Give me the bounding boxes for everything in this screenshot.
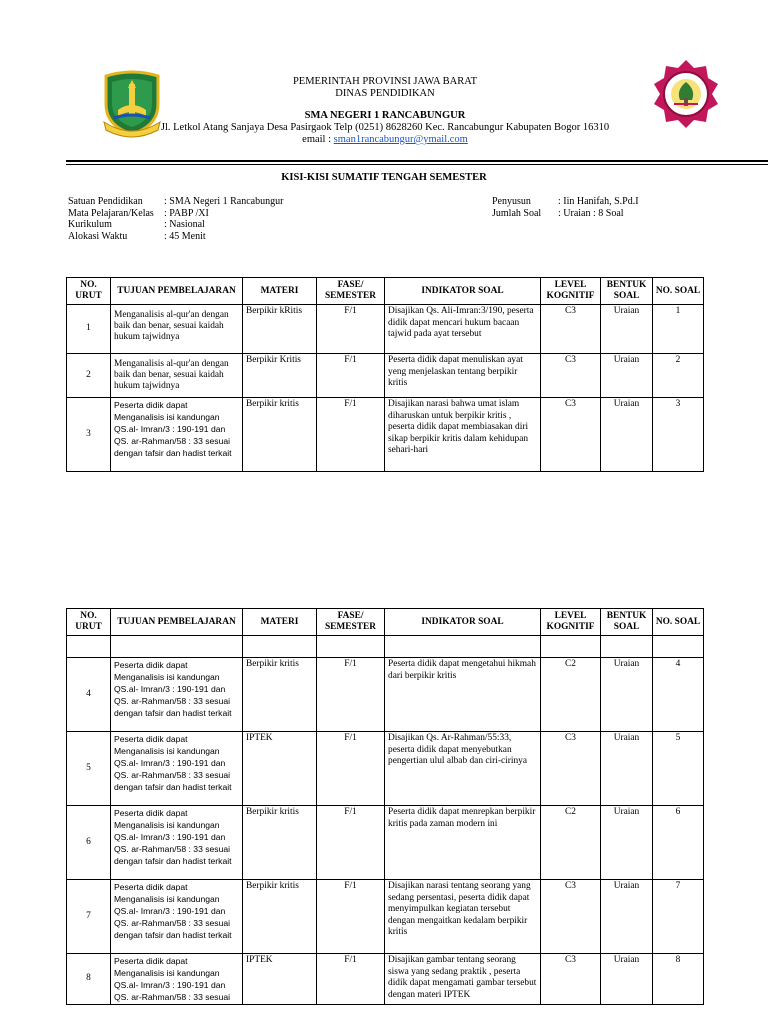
empty-cell bbox=[541, 636, 601, 658]
col-header-indikator: INDIKATOR SOAL bbox=[385, 278, 541, 305]
empty-cell bbox=[243, 636, 317, 658]
email-label: email : bbox=[302, 134, 334, 145]
cell-bentuk: Uraian bbox=[601, 732, 653, 806]
cell-no-soal: 8 bbox=[653, 954, 704, 1005]
table-row bbox=[67, 398, 704, 472]
empty-cell bbox=[601, 636, 653, 658]
cell-indikator: Peserta didik dapat menrepkan berpikir kritis pada zaman modern ini bbox=[385, 806, 541, 880]
cell-fase: F/1 bbox=[317, 658, 385, 732]
empty-cell bbox=[385, 636, 541, 658]
cell-level: C3 bbox=[541, 880, 601, 954]
col-header-fase: FASE/ SEMESTER bbox=[317, 278, 385, 305]
cell-tujuan: Peserta didik dapat Menganalisis isi kandungan QS.al- Imran/3 : 190-191 dan QS. ar-Rahman/58 : 33 sesuai dengan tafsir dan hadist terkait bbox=[111, 658, 243, 732]
meta-label: Satuan Pendidikan bbox=[68, 196, 143, 207]
cell-level: C3 bbox=[541, 732, 601, 806]
cell-no-urut: 3 bbox=[67, 398, 111, 472]
letterhead-address: Jl. Letkol Atang Sanjaya Desa Pasirgaok Telp (0251) 8628260 Kec. Rancabungur Kabupaten Bogor 16310 bbox=[160, 122, 610, 133]
empty-cell bbox=[653, 636, 704, 658]
table-row bbox=[67, 880, 704, 954]
cell-tujuan: Menganalisis al-qur'an dengan baik dan benar, sesuai kaidah hukum tajwidnya bbox=[111, 354, 243, 398]
cell-bentuk: Uraian bbox=[601, 954, 653, 1005]
meta-label: Kurikulum bbox=[68, 219, 112, 230]
cell-level: C3 bbox=[541, 354, 601, 398]
meta-value: : Iin Hanifah, S.Pd.I bbox=[558, 196, 639, 207]
letterhead-government: PEMERINTAH PROVINSI JAWA BARAT bbox=[292, 76, 478, 87]
empty-cell bbox=[111, 636, 243, 658]
col-header-tujuan: TUJUAN PEMBELAJARAN bbox=[111, 278, 243, 305]
cell-indikator: Peserta didik dapat menuliskan ayat yeng menjelaskan tentang berpikir kritis bbox=[385, 354, 541, 398]
document-title: KISI-KISI SUMATIF TENGAH SEMESTER bbox=[281, 172, 487, 183]
table-row bbox=[67, 806, 704, 880]
cell-no-soal: 2 bbox=[653, 354, 704, 398]
table-row bbox=[67, 658, 704, 732]
cell-tujuan: Peserta didik dapat Menganalisis isi kandungan QS.al- Imran/3 : 190-191 dan QS. ar-Rahman/58 : 33 sesuai dengan tafsir dan hadist terkait bbox=[111, 806, 243, 880]
meta-right bbox=[492, 196, 639, 219]
cell-indikator: Disajikan narasi bahwa umat islam diharuskan untuk berpikir kritis , peserta didik dapat membiasakan diri sikap berpikir kritis dalam kehidupan sehari-hari bbox=[385, 398, 541, 472]
cell-materi: Berpikir kritis bbox=[243, 398, 317, 472]
cell-materi: Berpikir kritis bbox=[243, 880, 317, 954]
cell-bentuk: Uraian bbox=[601, 880, 653, 954]
cell-bentuk: Uraian bbox=[601, 806, 653, 880]
cell-fase: F/1 bbox=[317, 806, 385, 880]
table-row bbox=[67, 305, 704, 354]
cell-indikator: Disajikan Qs. Ali-Imran:3/190, peserta didik dapat mencari hukum bacaan tajwid pada ayat tersebut bbox=[385, 305, 541, 354]
col-header-materi: MATERI bbox=[243, 278, 317, 305]
cell-indikator: Disajikan Qs. Ar-Rahman/55:33, peserta didik dapat menyebutkan pengertian ulul albab dan ciri-cirinya bbox=[385, 732, 541, 806]
cell-fase: F/1 bbox=[317, 732, 385, 806]
empty-cell bbox=[67, 636, 111, 658]
col-header-tujuan: TUJUAN PEMBELAJARAN bbox=[111, 609, 243, 636]
meta-row bbox=[68, 196, 283, 208]
col-header-bentuk: BENTUK SOAL bbox=[601, 278, 653, 305]
cell-no-urut: 1 bbox=[67, 305, 111, 354]
cell-no-soal: 7 bbox=[653, 880, 704, 954]
cell-no-soal: 3 bbox=[653, 398, 704, 472]
col-header-no-urut: NO. URUT bbox=[67, 278, 111, 305]
cell-fase: F/1 bbox=[317, 954, 385, 1005]
table-header-row bbox=[67, 609, 704, 636]
cell-level: C3 bbox=[541, 305, 601, 354]
table-header-row bbox=[67, 278, 704, 305]
col-header-materi: MATERI bbox=[243, 609, 317, 636]
cell-materi: Berpikir kRitis bbox=[243, 305, 317, 354]
cell-tujuan: Peserta didik dapat Menganalisis isi kandungan QS.al- Imran/3 : 190-191 dan QS. ar-Rahman/58 : 33 sesuai dengan tafsir dan hadist terkait bbox=[111, 398, 243, 472]
meta-value: : SMA Negeri 1 Rancabungur bbox=[164, 196, 284, 207]
table-row bbox=[67, 732, 704, 806]
cell-no-urut: 5 bbox=[67, 732, 111, 806]
letterhead-email-line bbox=[150, 134, 620, 146]
email-link[interactable]: sman1rancabungur@ymail.com bbox=[333, 134, 468, 145]
meta-value: : PABP /XI bbox=[164, 207, 209, 219]
col-header-bentuk: BENTUK SOAL bbox=[601, 609, 653, 636]
cell-materi: Berpikir Kritis bbox=[243, 354, 317, 398]
cell-fase: F/1 bbox=[317, 398, 385, 472]
cell-materi: IPTEK bbox=[243, 732, 317, 806]
col-header-no-urut: NO. URUT bbox=[67, 609, 111, 636]
cell-tujuan: Peserta didik dapat Menganalisis isi kandungan QS.al- Imran/3 : 190-191 dan QS. ar-Rahman/58 : 33 sesuai bbox=[111, 954, 243, 1005]
meta-label: Jumlah Soal bbox=[492, 207, 542, 219]
meta-row bbox=[492, 196, 639, 208]
cell-materi: IPTEK bbox=[243, 954, 317, 1005]
meta-row bbox=[68, 219, 283, 231]
cell-fase: F/1 bbox=[317, 354, 385, 398]
cell-no-soal: 1 bbox=[653, 305, 704, 354]
kisi-table-1 bbox=[66, 277, 704, 472]
cell-fase: F/1 bbox=[317, 305, 385, 354]
meta-label: Alokasi Waktu bbox=[68, 230, 128, 242]
meta-label: Penyusun bbox=[492, 196, 531, 207]
col-header-level: LEVEL KOGNITIF bbox=[541, 278, 601, 305]
cell-tujuan: Peserta didik dapat Menganalisis isi kandungan QS.al- Imran/3 : 190-191 dan QS. ar-Rahman/58 : 33 sesuai dengan tafsir dan hadist terkait bbox=[111, 880, 243, 954]
cell-indikator: Peserta didik dapat mengetahui hikmah dari berpikir kritis bbox=[385, 658, 541, 732]
cell-level: C3 bbox=[541, 398, 601, 472]
cell-tujuan: Menganalisis al-qur'an dengan baik dan benar, sesuai kaidah hukum tajwidnya bbox=[111, 305, 243, 354]
cell-indikator: Disajikan narasi tentang seorang yang sedang persentasi, peserta didik dapat menyimpulkan kegiatan tersebut dengan mengaitkan kedalam berpikir kritis bbox=[385, 880, 541, 954]
meta-value: : Nasional bbox=[164, 219, 205, 230]
kisi-table-2 bbox=[66, 608, 704, 1005]
cell-no-urut: 4 bbox=[67, 658, 111, 732]
letterhead-divider-thick bbox=[66, 160, 768, 162]
school-emblem-icon bbox=[652, 58, 720, 130]
cell-no-urut: 2 bbox=[67, 354, 111, 398]
cell-no-urut: 7 bbox=[67, 880, 111, 954]
cell-materi: Berpikir kritis bbox=[243, 806, 317, 880]
letterhead bbox=[150, 76, 620, 146]
cell-bentuk: Uraian bbox=[601, 354, 653, 398]
col-header-no-soal: NO. SOAL bbox=[653, 609, 704, 636]
cell-materi: Berpikir kritis bbox=[243, 658, 317, 732]
cell-tujuan: Peserta didik dapat Menganalisis isi kandungan QS.al- Imran/3 : 190-191 dan QS. ar-Rahman/58 : 33 sesuai dengan tafsir dan hadist terkait bbox=[111, 732, 243, 806]
col-header-fase: FASE/ SEMESTER bbox=[317, 609, 385, 636]
meta-value: : 45 Menit bbox=[164, 230, 206, 242]
cell-fase: F/1 bbox=[317, 880, 385, 954]
col-header-no-soal: NO. SOAL bbox=[653, 278, 704, 305]
col-header-indikator: INDIKATOR SOAL bbox=[385, 609, 541, 636]
letterhead-department: DINAS PENDIDIKAN bbox=[335, 88, 435, 99]
cell-bentuk: Uraian bbox=[601, 305, 653, 354]
meta-row bbox=[492, 208, 639, 220]
cell-indikator: Disajikan gambar tentang seorang siswa yang sedang praktik , peserta didik dapat mengamati gambar tersebut dengan materi IPTEK bbox=[385, 954, 541, 1005]
meta-label: Mata Pelajaran/Kelas bbox=[68, 207, 154, 219]
letterhead-divider-thin bbox=[66, 164, 768, 165]
col-header-level: LEVEL KOGNITIF bbox=[541, 609, 601, 636]
letterhead-school-name: SMA NEGERI 1 RANCABUNGUR bbox=[304, 110, 466, 121]
cell-no-urut: 8 bbox=[67, 954, 111, 1005]
empty-spacer-row bbox=[67, 636, 704, 658]
meta-left bbox=[68, 196, 283, 242]
cell-no-soal: 4 bbox=[653, 658, 704, 732]
table-row bbox=[67, 954, 704, 1005]
meta-row bbox=[68, 208, 283, 220]
cell-level: C3 bbox=[541, 954, 601, 1005]
cell-no-soal: 5 bbox=[653, 732, 704, 806]
cell-bentuk: Uraian bbox=[601, 398, 653, 472]
cell-no-soal: 6 bbox=[653, 806, 704, 880]
empty-cell bbox=[317, 636, 385, 658]
meta-value: : Uraian : 8 Soal bbox=[558, 207, 624, 219]
cell-bentuk: Uraian bbox=[601, 658, 653, 732]
table-row bbox=[67, 354, 704, 398]
cell-level: C2 bbox=[541, 658, 601, 732]
meta-row bbox=[68, 231, 283, 243]
cell-no-urut: 6 bbox=[67, 806, 111, 880]
cell-level: C2 bbox=[541, 806, 601, 880]
